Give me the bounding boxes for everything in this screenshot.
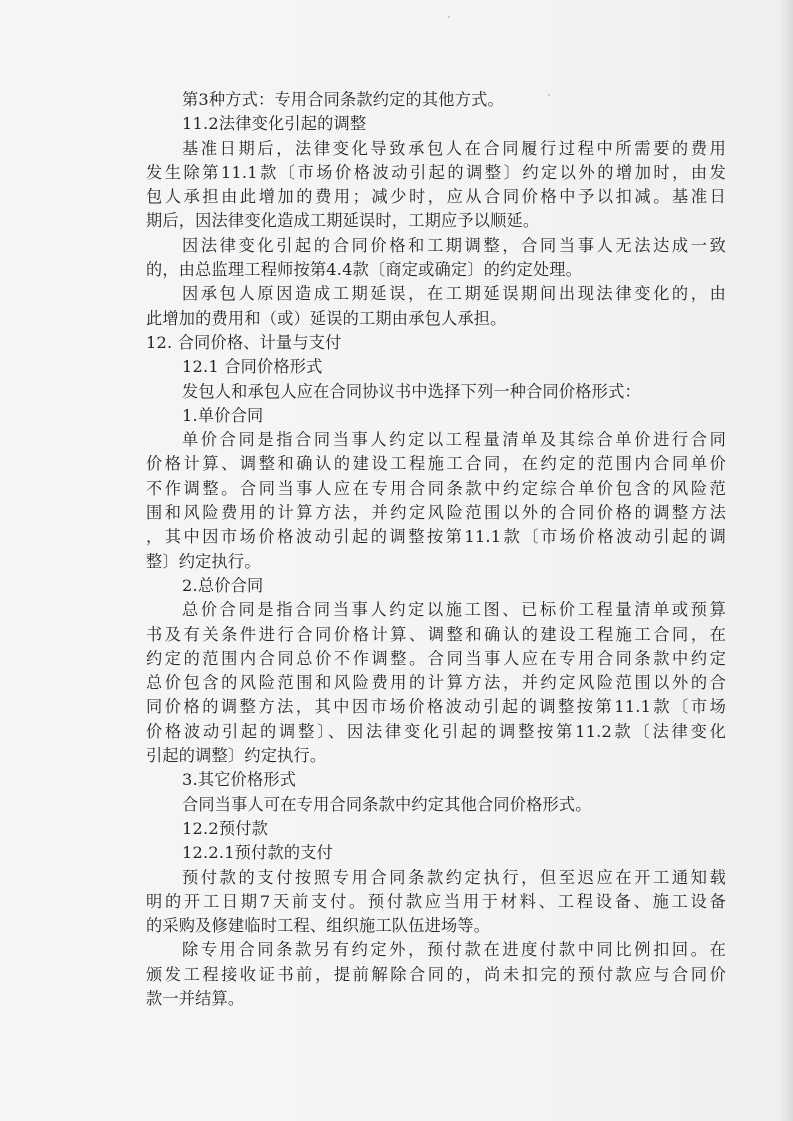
text-line: 款一并结算。 bbox=[146, 988, 245, 1008]
text-line: 因承包人原因造成工期延误，在工期延误期间出现法律变化的，由 bbox=[182, 284, 726, 304]
text-line: 约定的范围内合同总价不作调整。合同当事人应在专用合同条款中约定 bbox=[146, 648, 726, 668]
page-edge-shadow bbox=[779, 0, 793, 1121]
text-line: 发包人和承包人应在合同协议书中选择下列一种合同价格形式： bbox=[182, 381, 641, 401]
chapter-heading: 12. 合同价格、计量与支付 bbox=[146, 332, 342, 352]
text-line: 总价包含的风险范围和风险费用的计算方法，并约定风险范围以外的合 bbox=[146, 673, 726, 693]
text-line: 单价合同是指合同当事人约定以工程量清单及其综合单价进行合同 bbox=[182, 430, 726, 450]
text-line: 总价合同是指合同当事人约定以施工图、已标价工程量清单或预算 bbox=[182, 600, 726, 620]
text-line: ，其中因市场价格波动引起的调整按第11.1款〔市场价格波动引起的调 bbox=[146, 527, 726, 547]
text-line: 期后，因法律变化造成工期延误时，工期应予以顺延。 bbox=[146, 211, 540, 231]
text-line: 整〕约定执行。 bbox=[146, 551, 261, 571]
scan-speck bbox=[448, 16, 450, 18]
text-line: 基准日期后，法律变化导致承包人在合同履行过程中所需要的费用 bbox=[182, 138, 726, 158]
section-heading: 12.2预付款 bbox=[182, 818, 269, 838]
text-line: 价格波动引起的调整〕、因法律变化引起的调整按第11.2款〔法律变化 bbox=[146, 721, 726, 741]
subsection-heading: 12.2.1预付款的支付 bbox=[182, 843, 334, 863]
text-line: 除专用合同条款另有约定外，预付款在进度付款中同比例扣回。在 bbox=[182, 940, 726, 960]
text-line: 此增加的费用和（或）延误的工期由承包人承担。 bbox=[146, 308, 507, 328]
document-body bbox=[146, 88, 726, 1011]
subsection-heading: 2.总价合同 bbox=[182, 575, 264, 595]
text-line: 预付款的支付按照专用合同条款约定执行，但至迟应在开工通知载 bbox=[182, 867, 726, 887]
subsection-heading: 3.其它价格形式 bbox=[182, 770, 297, 790]
text-line: 价格计算、调整和确认的建设工程施工合同，在约定的范围内合同单价 bbox=[146, 454, 726, 474]
text-line: 不作调整。合同当事人应在专用合同条款中约定综合单价包含的风险范 bbox=[146, 478, 726, 498]
text-line: 的采购及修建临时工程、组织施工队伍进场等。 bbox=[146, 916, 491, 936]
text-line: 围和风险费用的计算方法，并约定风险范围以外的合同价格的调整方法 bbox=[146, 503, 726, 523]
text-line: 颁发工程接收证书前，提前解除合同的，尚未扣完的预付款应与合同价 bbox=[146, 964, 726, 984]
subsection-heading: 1.单价合同 bbox=[182, 405, 264, 425]
text-line: 的，由总监理工程师按第4.4款〔商定或确定〕的约定处理。 bbox=[146, 260, 583, 280]
text-line: 第3种方式：专用合同条款约定的其他方式。 bbox=[182, 90, 504, 109]
text-line: 因法律变化引起的合同价格和工期调整，合同当事人无法达成一致 bbox=[182, 235, 726, 255]
section-heading: 11.2法律变化引起的调整 bbox=[182, 114, 367, 134]
text-line: 包人承担由此增加的费用；减少时，应从合同价格中予以扣减。基准日 bbox=[146, 187, 726, 207]
text-line: 引起的调整〕约定执行。 bbox=[146, 746, 327, 766]
section-heading: 12.1 合同价格形式 bbox=[182, 357, 323, 377]
text-line: 合同当事人可在专用合同条款中约定其他合同价格形式。 bbox=[182, 794, 592, 814]
text-line: 同价格的调整方法，其中因市场价格波动引起的调整按第11.1款〔市场 bbox=[146, 697, 726, 717]
text-line: 发生除第11.1款〔市场价格波动引起的调整〕约定以外的增加时，由发 bbox=[146, 162, 726, 182]
text-line: 书及有关条件进行合同价格计算、调整和确认的建设工程施工合同，在 bbox=[146, 624, 726, 644]
text-line: 明的开工日期7天前支付。预付款应当用于材料、工程设备、施工设备 bbox=[146, 891, 726, 911]
